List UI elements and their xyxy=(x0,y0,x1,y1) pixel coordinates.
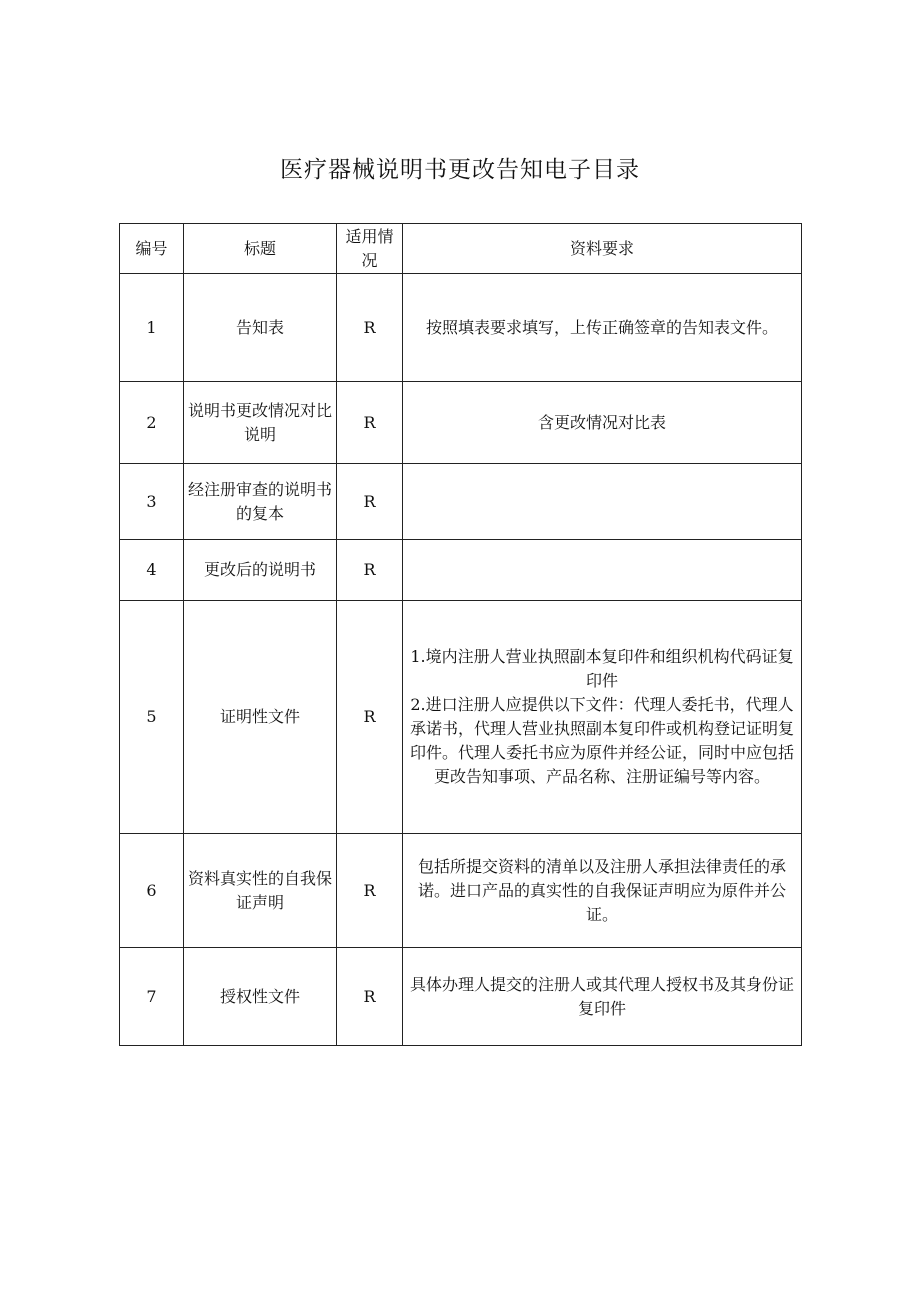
row-applicability: R xyxy=(337,834,403,948)
table-row xyxy=(120,834,802,948)
row-requirement xyxy=(403,601,802,834)
row-applicability: R xyxy=(337,540,403,601)
row-title: 经注册审查的说明书的复本 xyxy=(184,464,337,540)
row-requirement xyxy=(403,834,802,948)
table-row xyxy=(120,948,802,1046)
row-title: 说明书更改情况对比说明 xyxy=(184,382,337,464)
row-no: 2 xyxy=(120,382,184,464)
row-no: 3 xyxy=(120,464,184,540)
table-row xyxy=(120,601,802,834)
header-applicability: 适用情况 xyxy=(337,224,403,274)
row-title: 更改后的说明书 xyxy=(184,540,337,601)
header-requirement: 资料要求 xyxy=(403,224,802,274)
row-no: 6 xyxy=(120,834,184,948)
row-no: 4 xyxy=(120,540,184,601)
requirement-text: 1.境内注册人营业执照副本复印件和组织机构代码证复印件 xyxy=(410,647,794,690)
row-title: 证明性文件 xyxy=(184,601,337,834)
row-requirement xyxy=(403,274,802,382)
row-no: 7 xyxy=(120,948,184,1046)
table-row xyxy=(120,382,802,464)
row-title: 告知表 xyxy=(184,274,337,382)
row-applicability: R xyxy=(337,274,403,382)
row-title: 资料真实性的自我保证声明 xyxy=(184,834,337,948)
header-no: 编号 xyxy=(120,224,184,274)
row-requirement xyxy=(403,382,802,464)
table-row xyxy=(120,274,802,382)
header-row xyxy=(120,224,802,274)
row-no: 1 xyxy=(120,274,184,382)
page-title: 医疗器械说明书更改告知电子目录 xyxy=(280,157,640,183)
requirement-text: 2.进口注册人应提供以下文件：代理人委托书，代理人承诺书，代理人营业执照副本复印件或机构登记证明复印件。代理人委托书应为原件并经公证，同时中应包括更改告知事项、产品名称、注册证编号等内容。 xyxy=(409,695,794,786)
row-applicability: R xyxy=(337,948,403,1046)
requirement-text: 含更改情况对比表 xyxy=(537,412,666,432)
requirement-text: 具体办理人提交的注册人或其代理人授权书及其身份证复印件 xyxy=(409,974,794,1018)
row-applicability: R xyxy=(337,382,403,464)
row-requirement xyxy=(403,540,802,601)
row-title: 授权性文件 xyxy=(184,948,337,1046)
table-body xyxy=(120,274,802,1046)
row-applicability: R xyxy=(337,464,403,540)
row-applicability: R xyxy=(337,601,403,834)
table-row xyxy=(120,540,802,601)
row-no: 5 xyxy=(120,601,184,834)
header-title: 标题 xyxy=(184,224,337,274)
table-row xyxy=(120,464,802,540)
row-requirement xyxy=(403,464,802,540)
requirement-text: 按照填表要求填写，上传正确签章的告知表文件。 xyxy=(425,317,778,337)
row-requirement xyxy=(403,948,802,1046)
requirement-text: 包括所提交资料的清单以及注册人承担法律责任的承诺。进口产品的真实性的自我保证声明应为原件并公证。 xyxy=(417,856,786,924)
catalog-table xyxy=(119,223,802,1046)
